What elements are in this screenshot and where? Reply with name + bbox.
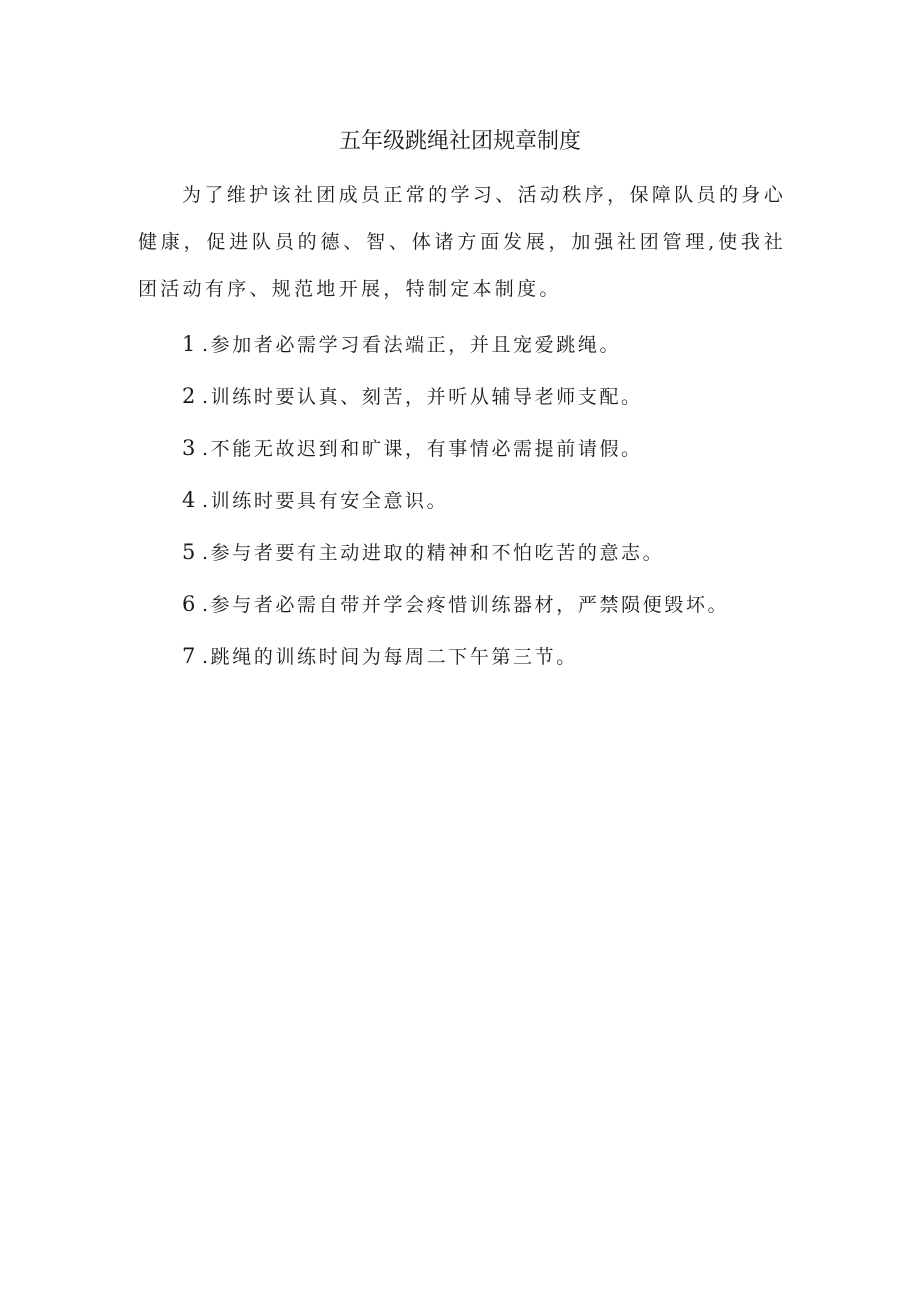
rule-text: .不能无故迟到和旷课，有事情必需提前请假。	[202, 438, 643, 460]
document-title: 五年级跳绳社团规章制度	[338, 129, 581, 154]
rule-item	[182, 480, 802, 532]
rule-number: 4	[182, 488, 196, 512]
rule-number: 3	[182, 436, 196, 460]
rule-item	[182, 428, 802, 480]
rule-text: .参与者必需自带并学会疼惜训练器材，严禁陨便毁坏。	[202, 594, 730, 616]
rule-text: .参与者要有主动进取的精神和不怕吃苦的意志。	[202, 542, 665, 564]
rule-number: 6	[182, 592, 196, 616]
rule-text: .训练时要具有安全意识。	[202, 490, 449, 512]
rule-item	[182, 532, 802, 584]
rule-text: .训练时要认真、刻苦，并听从辅导老师支配。	[202, 386, 643, 408]
rule-text: .跳绳的训练时间为每周二下午第三节。	[202, 646, 578, 668]
rule-number: 2	[182, 384, 196, 408]
rule-number: 7	[182, 644, 196, 668]
rule-text: .参加者必需学习看法端正，并且宠爱跳绳。	[202, 334, 622, 356]
intro-paragraph: 为了维护该社团成员正常的学习、活动秩序，保障队员的身心健康，促进队员的德、智、体诸方面发展，加强社团管理,使我社团活动有序、规范地开展，特制定本制度。	[138, 184, 786, 300]
rules-list	[182, 324, 802, 688]
rule-item	[182, 324, 802, 376]
rule-item	[182, 636, 802, 688]
rule-number: 1	[182, 332, 196, 356]
rule-number: 5	[182, 540, 196, 564]
rule-item	[182, 376, 802, 428]
rule-item	[182, 584, 802, 636]
